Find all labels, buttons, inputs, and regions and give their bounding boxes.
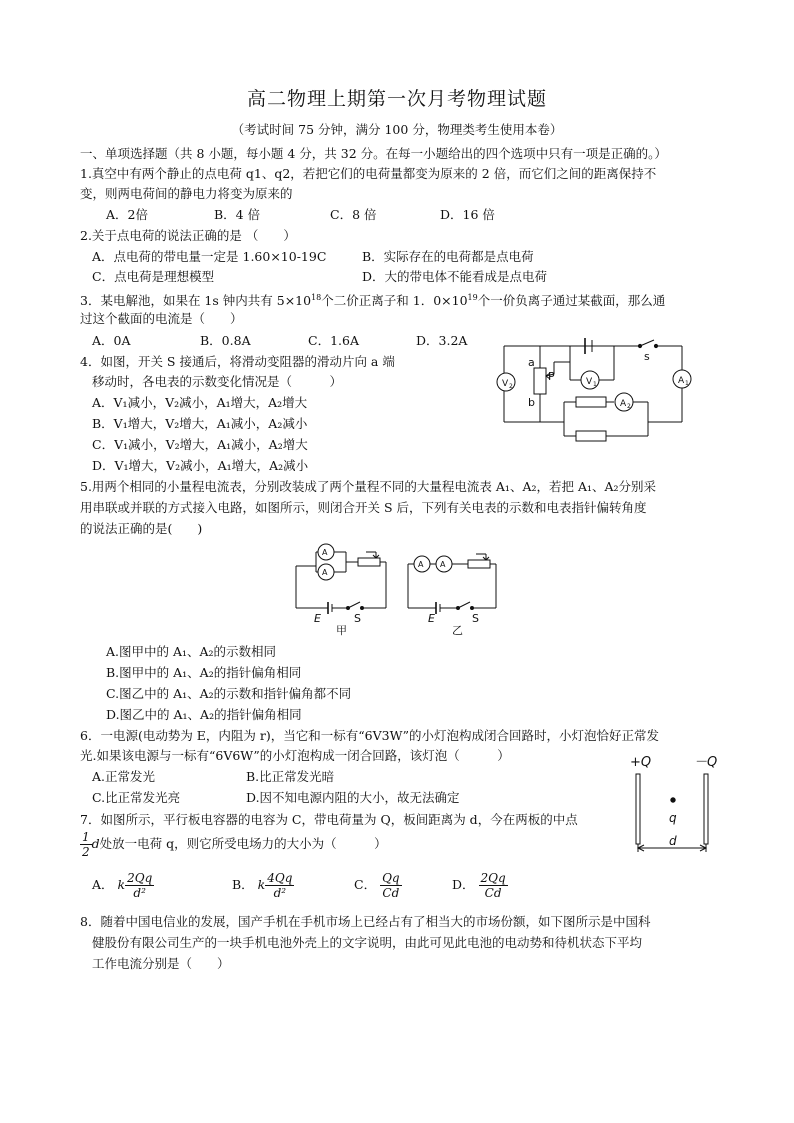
q5-label-e2: E — [428, 612, 435, 625]
q7-label-minus-q: －Q — [694, 755, 718, 770]
q5-label-e1: E — [314, 612, 321, 625]
q4-circuit-diagram — [492, 332, 698, 444]
q4-label-a: a — [528, 356, 535, 369]
q7-label-d: d — [669, 834, 677, 848]
q1-stem-line2: 变，则两电荷间的静电力将变为原来的 — [80, 186, 293, 201]
q4-label-s: s — [644, 350, 650, 363]
q7-half-fraction: $\frac{1}{2}$ — [82, 830, 90, 859]
charge-point — [671, 798, 675, 802]
svg-text:1: 1 — [593, 381, 597, 388]
q8-stem-line3: 工作电流分别是（ ） — [92, 956, 230, 971]
q4-option-b: B．V₁增大，V₂增大，A₁减小，A₂减小 — [92, 416, 308, 431]
svg-text:2: 2 — [627, 403, 631, 410]
svg-text:2: 2 — [509, 383, 513, 390]
q4-stem-line2: 移动时，各电表的示数变化情况是（ ） — [92, 374, 343, 389]
q4-label-v1: V — [586, 377, 593, 387]
q6-option-d: D.因不知电源内阻的大小，故无法确定 — [246, 790, 460, 805]
q7-capacitor-diagram — [624, 752, 728, 856]
q3-option-c: C．1.6A — [308, 333, 359, 348]
q1-option-a: A．2倍 — [106, 207, 148, 222]
q5-option-a: A.图甲中的 A₁、A₂的示数相同 — [106, 644, 277, 659]
svg-text:A: A — [322, 568, 328, 577]
q2-option-b: B．实际存在的电荷都是点电荷 — [362, 249, 534, 264]
q1-option-c: C．8 倍 — [330, 207, 377, 222]
q6-stem-line1: 6．一电源(电动势为 E，内阻为 r)，当它和一标有“6V3W”的小灯泡构成闭合回路时，小灯泡恰好正常发 — [80, 728, 660, 743]
q5-label-yi: 乙 — [452, 624, 463, 637]
q3-stem-line2: 过这个截面的电流是（ ） — [80, 311, 243, 326]
q3-stem-line1: 3．某电解池，如果在 1s 钟内共有 $5\times 10^{18}$个二价正离子和 1．$0\times 10^{19}$个一价负离子通过某截面，那么通 — [80, 293, 666, 309]
q7-label-plus-q: +Q — [630, 755, 652, 770]
svg-text:A: A — [440, 560, 446, 569]
q7-option-b: B． k $\frac{4Qq}{\text{d²}}$ — [232, 871, 293, 900]
q1-stem-line1: 1.真空中有两个静止的点电荷 q1、q2，若把它们的电荷量都变为原来的 2 倍，而它们之间的距离保持不 — [80, 166, 657, 181]
q2-option-c: C．点电荷是理想模型 — [92, 269, 215, 284]
q6-stem-line2: 光.如果该电源与一标有“6V6W”的小灯泡构成一闭合回路，该灯泡（ ） — [80, 748, 510, 763]
q5-stem-line1: 5.用两个相同的小量程电流表，分别改装成了两个量程不同的大量程电流表 A₁、A₂，若把 A₁、A₂分别采 — [80, 479, 657, 494]
q2-option-d: D．大的带电体不能看成是点电荷 — [362, 269, 548, 284]
q5-stem-line3: 的说法正确的是( ) — [80, 521, 203, 536]
q5-label-jia: 甲 — [336, 624, 347, 637]
q7-label-q: q — [669, 811, 677, 825]
q4-option-c: C．V₁减小，V₂增大，A₁减小，A₂增大 — [92, 437, 308, 452]
q4-option-a: A．V₁减小，V₂减小，A₁增大，A₂增大 — [92, 395, 308, 410]
q4-stem-line1: 4．如图，开关 S 接通后，将滑动变阻器的滑动片向 a 端 — [80, 354, 395, 369]
q4-label-v2: V — [502, 379, 509, 389]
q8-stem-line1: 8．随着中国电信业的发展，国产手机在手机市场上已经占有了相当大的市场份额，如下图所示是中国科 — [80, 914, 651, 929]
q7-stem-line2: $\frac{1}{2}$ d处放一电荷 q，则它所受电场力的大小为（ ） — [82, 830, 387, 859]
q7-option-a: A． k $\frac{2Qq}{\text{d²}}$ — [92, 871, 153, 900]
q4-option-d: D．V₁增大，V₂减小，A₁增大，A₂减小 — [92, 458, 309, 473]
page-subtitle: （考试时间 75 分钟，满分 100 分，物理类考生使用本卷） — [231, 122, 563, 137]
svg-text:1: 1 — [685, 380, 689, 387]
q5-circuit-diagrams — [290, 542, 500, 638]
q7-option-c: C． $\frac{Qq}{Cd}$ — [354, 871, 400, 900]
q5-stem-line2: 用串联或并联的方式接入电路，如图所示，则闭合开关 S 后，下列有关电表的示数和电表指针偏转角度 — [80, 500, 647, 515]
q4-label-a2: A — [620, 399, 627, 409]
q2-option-a: A．点电荷的带电量一定是 1.60×10-19C — [92, 249, 327, 264]
q1-option-b: B．4 倍 — [214, 207, 261, 222]
page-title: 高二物理上期第一次月考物理试题 — [246, 88, 547, 110]
svg-text:A: A — [418, 560, 424, 569]
q4-label-b: b — [528, 396, 535, 409]
q1-option-d: D．16 倍 — [440, 207, 495, 222]
q5-option-b: B.图甲中的 A₁、A₂的指针偏角相同 — [106, 665, 302, 680]
q5-label-s1: S — [354, 612, 361, 625]
q2-stem: 2.关于点电荷的说法正确的是 （ ） — [80, 228, 296, 243]
section-heading: 一、单项选择题（共 8 小题，每小题 4 分，共 32 分。在每一小题给出的四个选项中只有一项是正确的。） — [80, 146, 667, 161]
q6-option-a: A.正常发光 — [92, 769, 156, 784]
q4-label-p: P — [548, 370, 555, 383]
q7-stem-line1: 7．如图所示，平行板电容器的电容为 C，带电荷量为 Q，板间距离为 d，今在两板的中点 — [80, 812, 578, 827]
q5-label-s2: S — [472, 612, 479, 625]
q3-option-d: D．3.2A — [416, 333, 468, 348]
q6-option-c: C.比正常发光亮 — [92, 790, 181, 805]
svg-text:A: A — [322, 548, 328, 557]
q4-label-a1: A — [678, 376, 685, 386]
q5-option-d: D.图乙中的 A₁、A₂的指针偏角相同 — [106, 707, 302, 722]
q3-option-b: B．0.8A — [200, 333, 251, 348]
q5-option-c: C.图乙中的 A₁、A₂的示数和指针偏角都不同 — [106, 686, 352, 701]
q3-option-a: A．0A — [92, 333, 131, 348]
q8-stem-line2: 健股份有限公司生产的一块手机电池外壳上的文字说明，由此可见此电池的电动势和待机状态下平均 — [92, 935, 643, 950]
q6-option-b: B.比正常发光暗 — [246, 769, 335, 784]
q7-option-d: D． $\frac{2Qq}{Cd}$ — [452, 871, 506, 900]
